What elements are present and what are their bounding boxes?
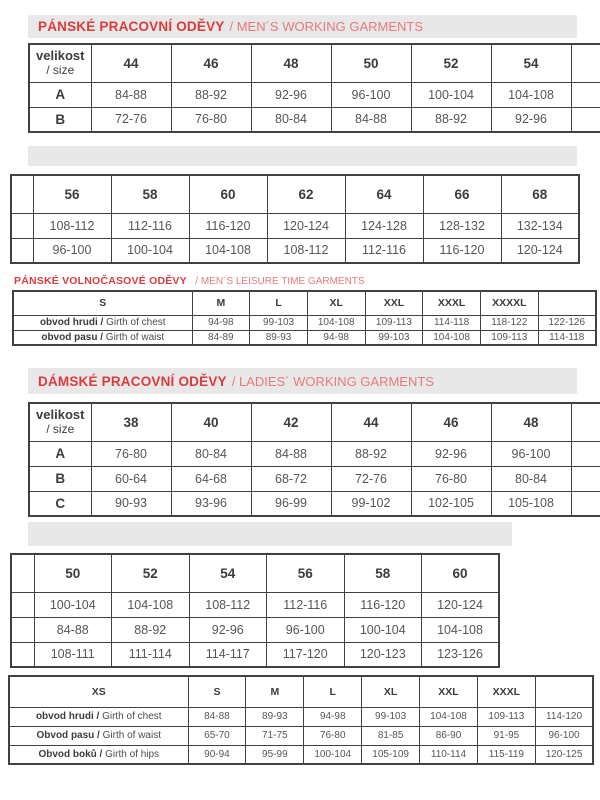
measurement-label-czech: Obvod pasu /: [36, 730, 100, 741]
value-cell: 108-112: [189, 592, 267, 617]
value-cell: 112-116: [267, 592, 345, 617]
size-header-cell: 54: [189, 554, 267, 592]
value-cell: 99-103: [362, 707, 420, 726]
size-header-cell: 52: [112, 554, 190, 592]
value-cell: 99-102: [331, 491, 411, 516]
value-cell: 104-108: [112, 592, 190, 617]
value-cell: 122-126: [538, 315, 596, 330]
value-cell: 96-100: [331, 82, 411, 107]
size-label-cell: [29, 44, 91, 82]
table-body: [29, 441, 600, 516]
size-header-cell: 44: [91, 44, 171, 82]
value-cell: 93-96: [171, 491, 251, 516]
value-cell: 80-84: [491, 466, 571, 491]
size-header-cell: XXL: [365, 291, 423, 315]
table-body: [13, 315, 596, 345]
value-cell: 114-117: [189, 642, 267, 667]
value-cell: 80-84: [171, 441, 251, 466]
measurement-label-cell: [13, 330, 192, 345]
value-cell: 115-119: [477, 745, 535, 764]
row-label-cell: B: [29, 466, 91, 491]
value-cell: 94-98: [192, 315, 250, 330]
clipped-stub-cell: [11, 554, 34, 592]
value-cell: 84-89: [192, 330, 250, 345]
data-row: [29, 441, 600, 466]
table-ladies-working-sizes-38-48: [28, 402, 600, 517]
value-cell: 64-68: [171, 466, 251, 491]
size-header-cell: 42: [251, 403, 331, 441]
data-row: [11, 617, 499, 642]
data-row: [13, 330, 596, 345]
measurement-label-cell: [9, 745, 188, 764]
data-row: [29, 82, 600, 107]
size-header-cell: L: [304, 676, 362, 707]
size-header-cell: 68: [501, 175, 579, 213]
value-cell: 110-114: [420, 745, 478, 764]
size-header-cell: 60: [422, 554, 500, 592]
heading-mens-leisure-czech: PÁNSKÉ VOLNOČASOVÉ ODĚVY: [14, 275, 187, 287]
measurement-label-czech: obvod pasu /: [41, 331, 104, 343]
measurement-label-czech: Obvod boků /: [38, 748, 103, 760]
value-cell: 76-80: [171, 107, 251, 132]
value-cell: 109-113: [365, 315, 423, 330]
size-header-cell: 58: [111, 175, 189, 213]
value-cell: 72-76: [91, 107, 171, 132]
value-cell: 104-108: [423, 330, 481, 345]
value-cell: 92-96: [251, 82, 331, 107]
clipped-stub-cell: [571, 441, 600, 466]
value-cell: 91-95: [477, 726, 535, 745]
measurement-label-cell: [9, 707, 188, 726]
value-cell: 104-108: [422, 617, 500, 642]
value-cell: 81-85: [362, 726, 420, 745]
size-header-cell: 56: [267, 554, 345, 592]
size-header-cell: 62: [267, 175, 345, 213]
value-cell: 108-112: [267, 238, 345, 263]
measurement-label-english: Girth of waist: [102, 730, 161, 741]
value-cell: 80-84: [251, 107, 331, 132]
value-cell: 100-104: [344, 617, 422, 642]
value-cell: 114-120: [535, 707, 593, 726]
value-cell: 90-94: [188, 745, 246, 764]
row-label-cell: B: [29, 107, 91, 132]
value-cell: 102-105: [411, 491, 491, 516]
measurement-label-czech: obvod hrudi /: [35, 711, 100, 722]
value-cell: 111-114: [112, 642, 190, 667]
value-cell: 72-76: [331, 466, 411, 491]
value-cell: 84-88: [331, 107, 411, 132]
velikost-label: velikost: [36, 406, 85, 422]
value-cell: 114-118: [423, 315, 481, 330]
header-row: [29, 403, 600, 441]
value-cell: 116-120: [189, 213, 267, 238]
data-row: [9, 707, 593, 726]
value-cell: 96-100: [491, 441, 571, 466]
table-head: [29, 403, 600, 441]
row-label-cell: A: [29, 82, 91, 107]
value-cell: 60-64: [91, 466, 171, 491]
clipped-stub-cell: [571, 403, 600, 441]
value-cell: 96-99: [251, 491, 331, 516]
header-row: [29, 44, 600, 82]
row-label-cell: C: [29, 491, 91, 516]
value-cell: 88-92: [171, 82, 251, 107]
value-cell: 84-88: [34, 617, 112, 642]
clipped-stub-cell: [571, 466, 600, 491]
data-row: [11, 238, 579, 263]
table-head: [29, 44, 600, 82]
value-cell: 84-88: [91, 82, 171, 107]
size-label-cell: [29, 403, 91, 441]
separator-bar: [28, 522, 512, 546]
heading-mens-leisure-english: / MEN´S LEISURE TIME GARMENTS: [195, 276, 365, 287]
value-cell: 124-128: [345, 213, 423, 238]
value-cell: 123-126: [422, 642, 500, 667]
size-header-cell: XXXL: [423, 291, 481, 315]
value-cell: 71-75: [246, 726, 304, 745]
size-header-cell: 48: [491, 403, 571, 441]
value-cell: 112-116: [111, 213, 189, 238]
table-body: [9, 707, 593, 764]
value-cell: 90-93: [91, 491, 171, 516]
heading-mens-leisure: [14, 271, 365, 289]
value-cell: 88-92: [331, 441, 411, 466]
value-cell: 95-99: [246, 745, 304, 764]
clipped-stub-cell: [11, 238, 33, 263]
value-cell: 84-88: [188, 707, 246, 726]
table-body: [11, 592, 499, 667]
table-mens-working-sizes-44-54: [28, 43, 600, 133]
data-row: [11, 592, 499, 617]
size-header-cell: XL: [307, 291, 365, 315]
clipped-stub-cell: [571, 107, 600, 132]
value-cell: 120-123: [344, 642, 422, 667]
measurement-label-czech: obvod hrudi /: [39, 317, 104, 328]
size-header-cell: XXXXL: [480, 291, 538, 315]
value-cell: 100-104: [304, 745, 362, 764]
header-row: [13, 291, 596, 315]
data-row: [13, 315, 596, 330]
header-row: [11, 554, 499, 592]
heading-ladies-working-czech: DÁMSKÉ PRACOVNÍ ODĚVY: [38, 373, 227, 389]
data-row: [9, 726, 593, 745]
header-row: [11, 175, 579, 213]
table-body: [29, 82, 600, 132]
value-cell: 120-124: [501, 238, 579, 263]
clipped-stub-cell: [571, 82, 600, 107]
value-cell: 109-113: [477, 707, 535, 726]
clipped-stub-cell: [11, 642, 34, 667]
size-header-cell: 48: [251, 44, 331, 82]
value-cell: 88-92: [112, 617, 190, 642]
size-header-cell: M: [246, 676, 304, 707]
value-cell: 120-124: [422, 592, 500, 617]
value-cell: 92-96: [411, 441, 491, 466]
value-cell: 76-80: [304, 726, 362, 745]
data-row: [29, 466, 600, 491]
size-header-cell: 60: [189, 175, 267, 213]
table-ladies-working-sizes-50-60: [10, 553, 500, 668]
value-cell: 109-113: [480, 330, 538, 345]
measurement-label-english: Girth of chest: [102, 711, 162, 722]
value-cell: 100-104: [34, 592, 112, 617]
data-row: [11, 642, 499, 667]
clipped-stub-cell: [11, 175, 33, 213]
value-cell: 120-124: [267, 213, 345, 238]
value-cell: 68-72: [251, 466, 331, 491]
table-mens-working-sizes-56-68: [10, 174, 580, 264]
size-header-cell: 40: [171, 403, 251, 441]
table-head: [9, 676, 593, 707]
header-row: [9, 676, 593, 707]
table-body: [11, 213, 579, 263]
value-cell: 100-104: [411, 82, 491, 107]
size-header-cell: 46: [171, 44, 251, 82]
measurement-label-cell: [9, 726, 188, 745]
value-cell: 99-103: [250, 315, 308, 330]
value-cell: 88-92: [411, 107, 491, 132]
size-header-cell: S: [13, 291, 192, 315]
value-cell: 92-96: [491, 107, 571, 132]
value-cell: 108-111: [34, 642, 112, 667]
value-cell: 116-120: [344, 592, 422, 617]
value-cell: 132-134: [501, 213, 579, 238]
value-cell: 100-104: [111, 238, 189, 263]
heading-ladies-working: [28, 368, 577, 394]
size-header-cell: 56: [33, 175, 111, 213]
heading-ladies-working-english: / LADIES´ WORKING GARMENTS: [231, 373, 434, 389]
value-cell: 108-112: [33, 213, 111, 238]
size-header-cell: 52: [411, 44, 491, 82]
data-row: [9, 745, 593, 764]
table-head: [13, 291, 596, 315]
size-header-cell: XL: [362, 676, 420, 707]
value-cell: 94-98: [307, 330, 365, 345]
value-cell: 65-70: [188, 726, 246, 745]
size-header-cell: 54: [491, 44, 571, 82]
value-cell: 120-125: [535, 745, 593, 764]
value-cell: 96-100: [33, 238, 111, 263]
value-cell: 114-118: [538, 330, 596, 345]
value-cell: 118-122: [480, 315, 538, 330]
size-header-cell: 50: [34, 554, 112, 592]
size-header-cell: 38: [91, 403, 171, 441]
measurement-label-cell: [13, 315, 192, 330]
value-cell: 96-100: [267, 617, 345, 642]
value-cell: 84-88: [251, 441, 331, 466]
data-row: [29, 491, 600, 516]
row-label-cell: A: [29, 441, 91, 466]
size-header-cell: 46: [411, 403, 491, 441]
table-ladies-measurements: [8, 675, 594, 765]
size-header-cell: XXL: [420, 676, 478, 707]
size-header-cell: M: [192, 291, 250, 315]
value-cell: 76-80: [91, 441, 171, 466]
clipped-stub-cell: [571, 44, 600, 82]
velikost-label: velikost: [36, 47, 85, 63]
size-header-cell: L: [250, 291, 308, 315]
data-row: [29, 107, 600, 132]
value-cell: 94-98: [304, 707, 362, 726]
measurement-label-english: Girth of hips: [105, 748, 160, 760]
value-cell: 105-108: [491, 491, 571, 516]
size-sublabel: / size: [46, 421, 75, 436]
size-header-cell: XXXL: [477, 676, 535, 707]
value-cell: 96-100: [535, 726, 593, 745]
clipped-stub-cell: [11, 592, 34, 617]
separator-bar: [28, 146, 577, 166]
value-cell: 104-108: [420, 707, 478, 726]
size-header-cell: S: [188, 676, 246, 707]
data-row: [11, 213, 579, 238]
size-header-cell: 64: [345, 175, 423, 213]
value-cell: 76-80: [411, 466, 491, 491]
size-sublabel: / size: [46, 62, 75, 77]
value-cell: 99-103: [365, 330, 423, 345]
size-header-cell: XS: [9, 676, 188, 707]
measurement-label-english: Girth of chest: [106, 317, 166, 328]
table-mens-leisure: [12, 290, 597, 346]
value-cell: 104-108: [491, 82, 571, 107]
value-cell: 116-120: [423, 238, 501, 263]
value-cell: 104-108: [307, 315, 365, 330]
size-header-cell: 50: [331, 44, 411, 82]
value-cell: 112-116: [345, 238, 423, 263]
value-cell: 92-96: [189, 617, 267, 642]
value-cell: 104-108: [189, 238, 267, 263]
value-cell: 86-90: [420, 726, 478, 745]
value-cell: 117-120: [267, 642, 345, 667]
value-cell: 89-93: [250, 330, 308, 345]
size-header-cell: 58: [344, 554, 422, 592]
size-header-cell: 44: [331, 403, 411, 441]
value-cell: 128-132: [423, 213, 501, 238]
clipped-stub-cell: [11, 617, 34, 642]
heading-mens-working-czech: PÁNSKÉ PRACOVNÍ ODĚVY: [38, 19, 225, 34]
value-cell: 89-93: [246, 707, 304, 726]
measurement-label-english: Girth of waist: [105, 331, 165, 343]
size-header-cell: 66: [423, 175, 501, 213]
table-head: [11, 554, 499, 592]
heading-mens-working-english: / MEN´S WORKING GARMENTS: [229, 19, 424, 34]
clipped-stub-cell: [11, 213, 33, 238]
value-cell: 105-109: [362, 745, 420, 764]
table-head: [11, 175, 579, 213]
heading-mens-working: [28, 15, 577, 38]
clipped-stub-cell: [571, 491, 600, 516]
